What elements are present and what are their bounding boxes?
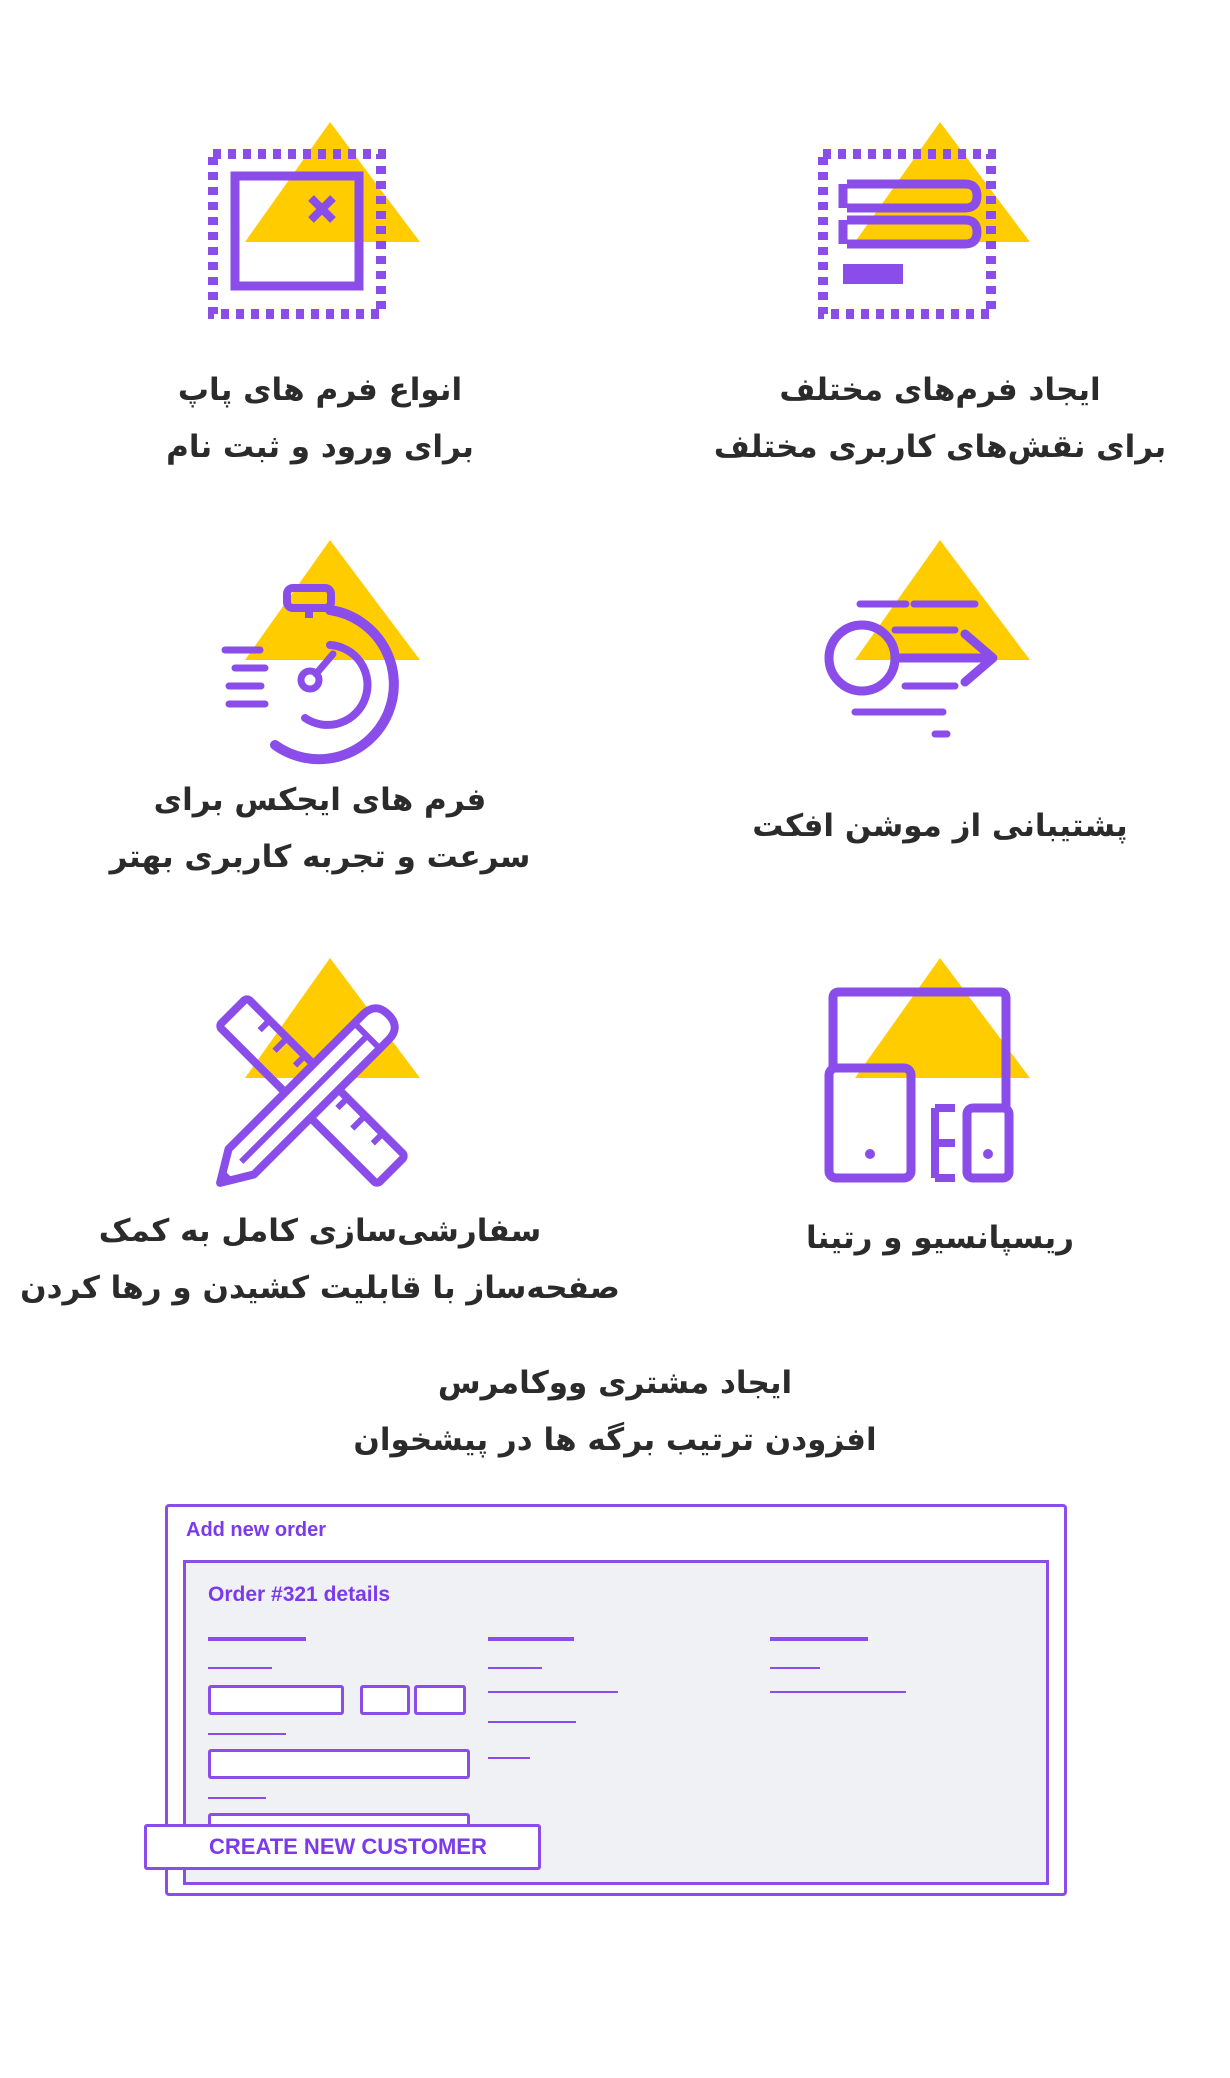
order-details-title: Order #321 details [208,1583,391,1606]
placeholder-label-line [208,1797,266,1799]
placeholder-label-line [770,1667,820,1669]
feature-4-line1: فرم های ایجکس برای [153,782,487,818]
create-new-customer-button[interactable]: CREATE NEW CUSTOMER [144,1824,541,1870]
feature-caption-4 [40,772,600,886]
placeholder-heading-line [208,1637,306,1641]
placeholder-label-line [488,1667,542,1669]
feature-2-line1: انواع فرم های پاپ [177,372,463,408]
feature-6-line1: سفارشی‌سازی کامل به کمک [98,1213,542,1249]
feature-6-line2: صفحه‌ساز با قابلیت کشیدن و رها کردن [20,1270,620,1306]
placeholder-label-line [770,1691,906,1693]
feature-caption-3 [660,798,1220,855]
placeholder-label-line [208,1667,272,1669]
placeholder-input-field[interactable] [360,1685,410,1715]
stopwatch-icon [205,540,435,770]
popup-window-icon [205,122,435,342]
add-new-order-title: Add new order [186,1519,327,1541]
feature-caption-1 [660,362,1220,476]
placeholder-input-field[interactable] [414,1685,466,1715]
feature-1-line2: برای نقش‌های کاربری مختلف [713,429,1167,465]
placeholder-label-line [488,1721,576,1723]
ruler-pencil-icon [205,958,435,1188]
placeholder-label-line [488,1757,530,1759]
placeholder-input-field[interactable] [208,1749,470,1779]
placeholder-heading-line [770,1637,868,1641]
feature-caption-2 [40,362,600,476]
placeholder-input-field[interactable] [208,1685,344,1715]
feature-2-line2: برای ورود و ثبت نام [166,429,474,465]
feature-caption-5 [660,1210,1220,1267]
placeholder-heading-line [488,1637,574,1641]
devices-icon [815,958,1045,1188]
woocommerce-section-title [215,1355,1015,1469]
woocommerce-title-line1: ایجاد مشتری ووکامرس [437,1365,793,1401]
form-layout-icon [815,122,1045,342]
feature-3-line1: پشتیبانی از موشن افکت [752,808,1128,844]
feature-1-line1: ایجاد فرم‌های مختلف [779,372,1101,408]
placeholder-label-line [488,1691,618,1693]
feature-4-line2: سرعت و تجربه کاربری بهتر [109,839,531,875]
woocommerce-title-line2: افزودن ترتیب برگه ها در پیشخوان [353,1422,877,1458]
placeholder-label-line [208,1733,286,1735]
feature-caption-6 [20,1203,620,1317]
motion-arrow-icon [815,540,1045,750]
feature-5-line1: ریسپانسیو و رتینا [806,1220,1074,1256]
